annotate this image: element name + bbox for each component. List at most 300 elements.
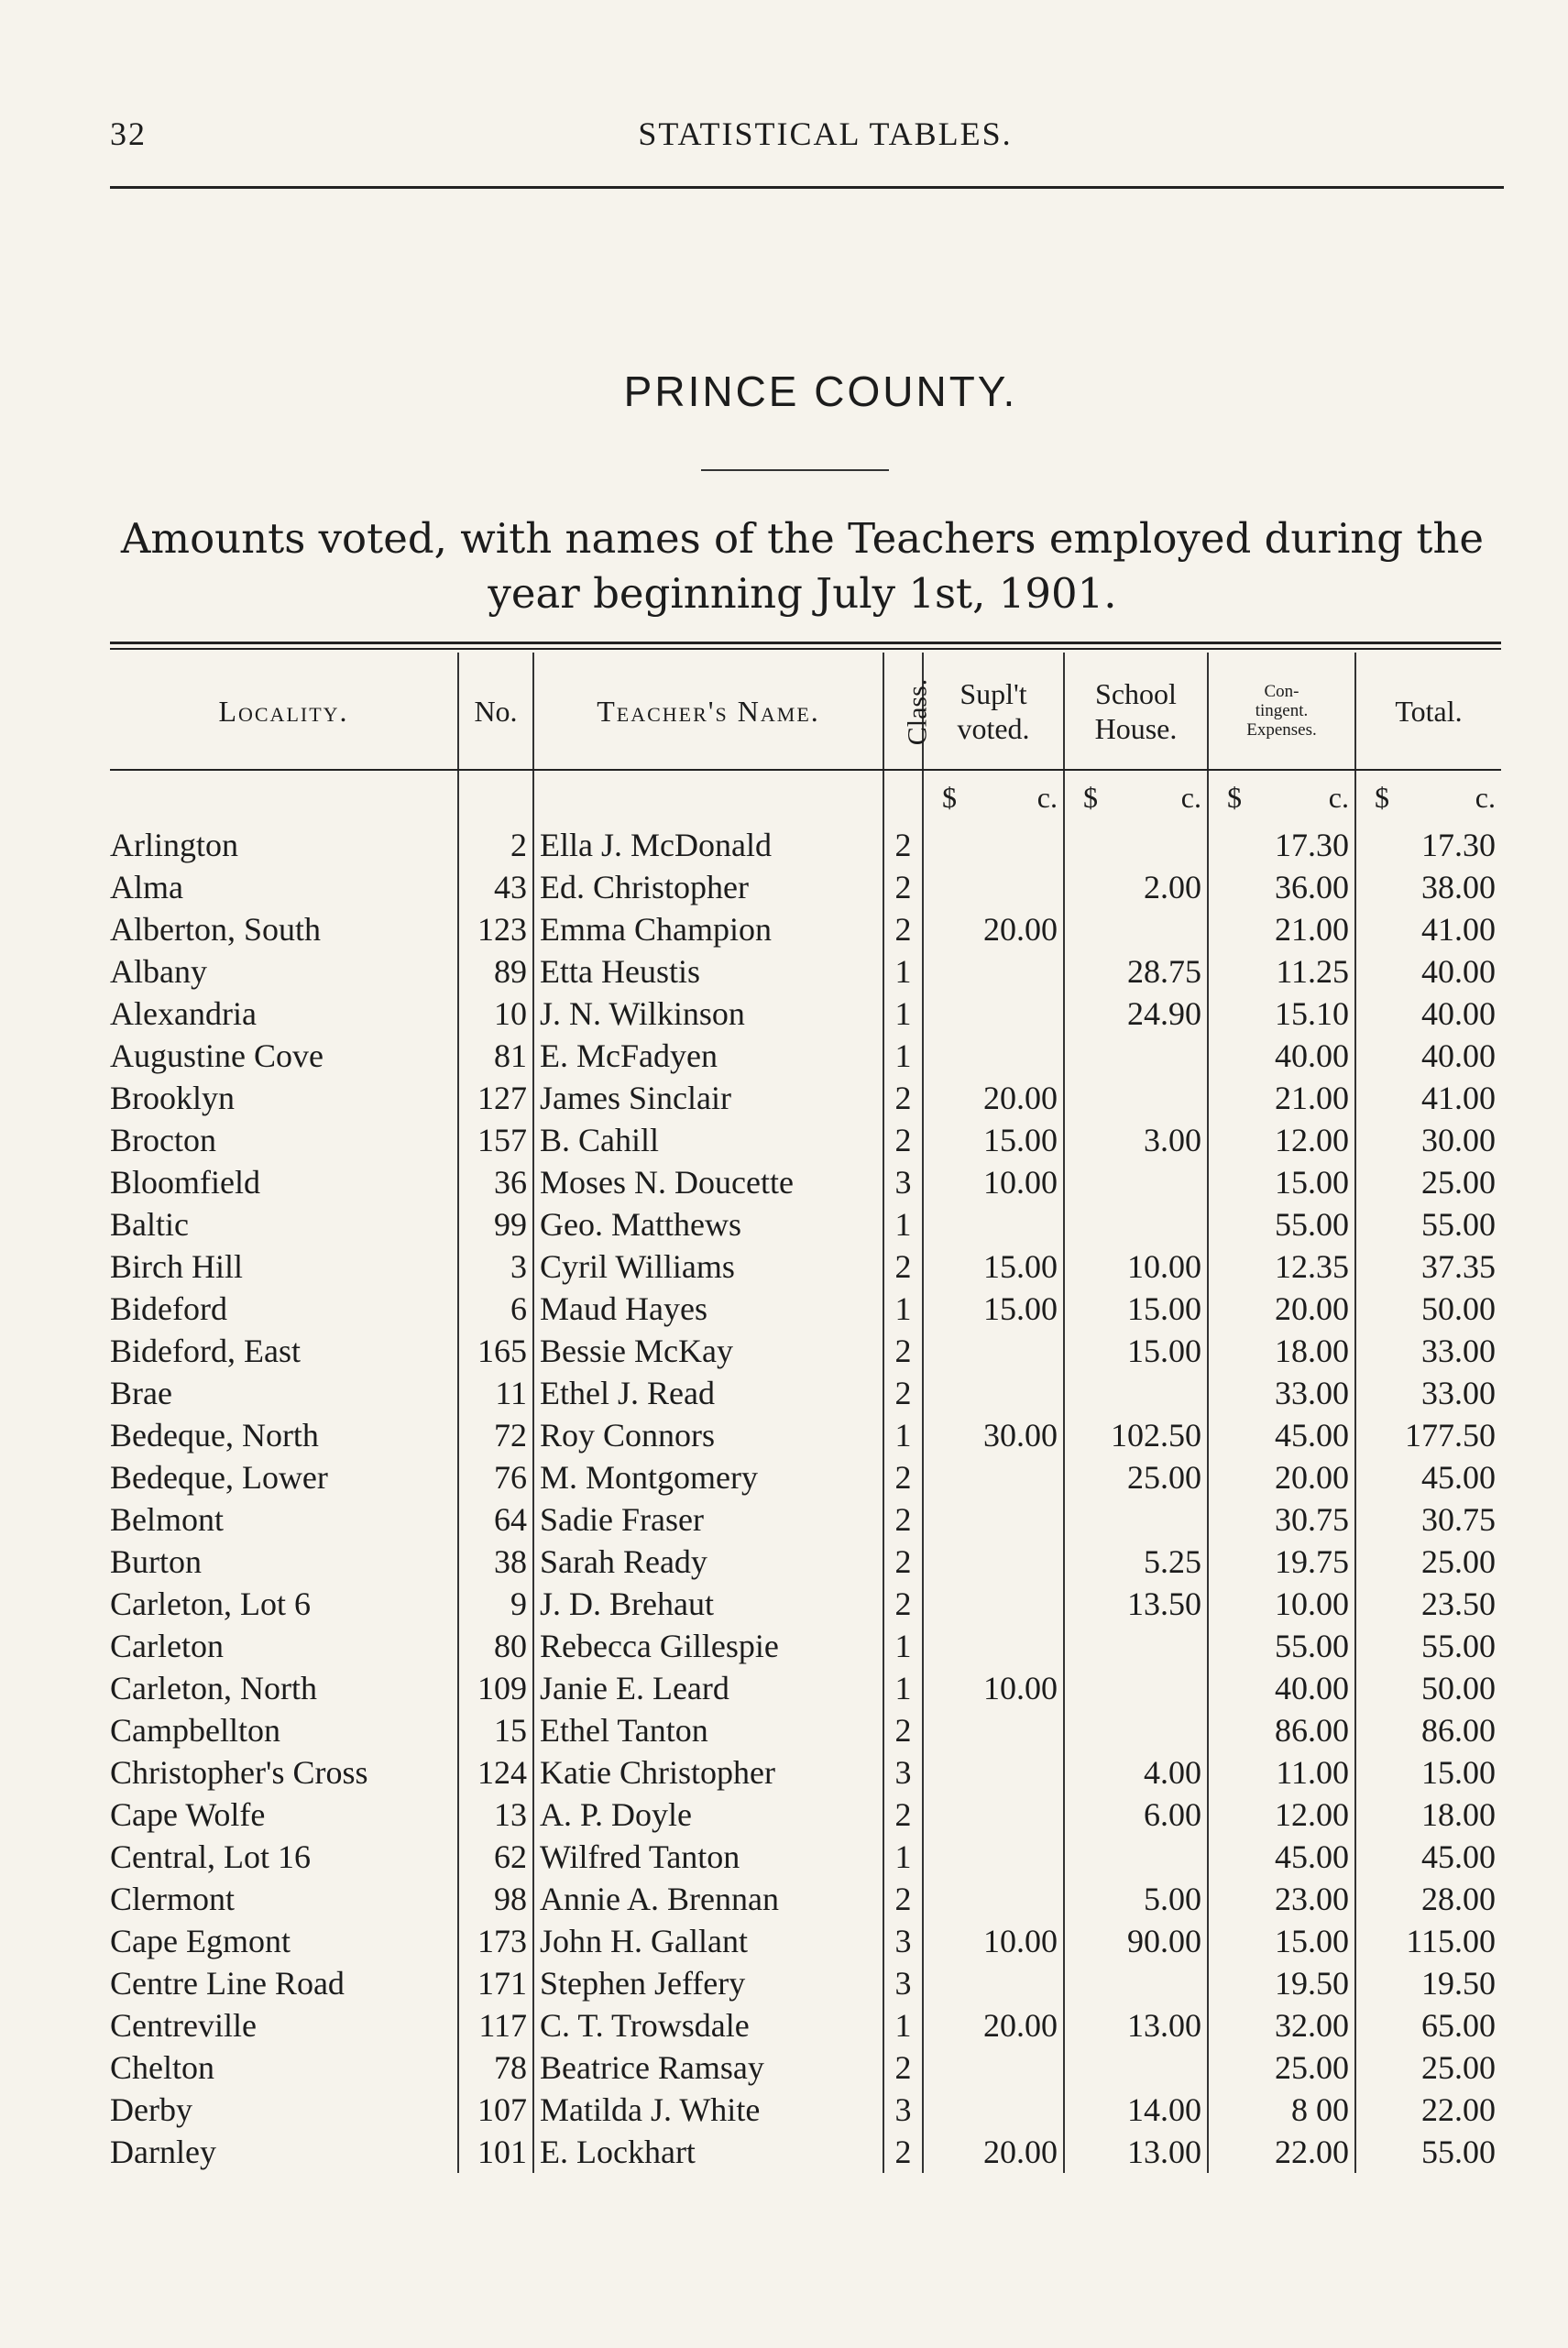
cell-locality: Brocton	[110, 1122, 216, 1158]
table-subtitle	[101, 511, 1504, 621]
header-contingent	[1208, 653, 1355, 770]
cell-number: 165	[458, 1330, 533, 1372]
units-row	[110, 770, 1501, 824]
cell-teacher-name: Ethel J. Read	[533, 1372, 883, 1414]
table-row	[110, 1794, 1501, 1836]
cell-school-house: 13.50	[1064, 1583, 1208, 1625]
cell-class: 2	[883, 1119, 923, 1161]
cell-number: 127	[458, 1077, 533, 1119]
cell-total: 50.00	[1355, 1667, 1501, 1709]
header-total: Total.	[1355, 653, 1501, 770]
cell-school-house: 10.00	[1064, 1245, 1208, 1288]
cell-number: 101	[458, 2131, 533, 2173]
cell-school-house: 28.75	[1064, 950, 1208, 993]
cell-school-house	[1064, 1498, 1208, 1541]
table-row	[110, 1288, 1501, 1330]
cell-supplement	[923, 1751, 1064, 1794]
cell-teacher-name: Beatrice Ramsay	[533, 2046, 883, 2089]
subtitle-line-2: year beginning July 1st, 1901.	[488, 569, 1117, 618]
cell-supplement	[923, 950, 1064, 993]
unit-dollar: $	[1227, 781, 1242, 814]
table-row	[110, 1372, 1501, 1414]
cell-teacher-name: Emma Champion	[533, 908, 883, 950]
cell-locality: Cape Egmont	[110, 1923, 291, 1959]
cell-number: 38	[458, 1541, 533, 1583]
table-row	[110, 1667, 1501, 1709]
cell-total: 30.75	[1355, 1498, 1501, 1541]
table-row	[110, 1541, 1501, 1583]
cell-total: 37.35	[1355, 1245, 1501, 1288]
table-row	[110, 1119, 1501, 1161]
cell-supplement	[923, 1836, 1064, 1878]
header-supplement	[923, 653, 1064, 770]
cell-school-house	[1064, 1161, 1208, 1203]
cell-class: 2	[883, 1541, 923, 1583]
cell-contingent: 45.00	[1208, 1414, 1355, 1456]
cell-supplement	[923, 866, 1064, 908]
cell-teacher-name: C. T. Trowsdale	[533, 2004, 883, 2046]
cell-school-house: 14.00	[1064, 2089, 1208, 2131]
cell-teacher-name: M. Montgomery	[533, 1456, 883, 1498]
cell-class: 1	[883, 1625, 923, 1667]
table-row	[110, 2046, 1501, 2089]
cell-class: 1	[883, 1667, 923, 1709]
cell-teacher-name: Ella J. McDonald	[533, 824, 883, 866]
cell-number: 9	[458, 1583, 533, 1625]
unit-supplement	[923, 770, 1064, 824]
cell-number: 11	[458, 1372, 533, 1414]
cell-total: 45.00	[1355, 1456, 1501, 1498]
table-row	[110, 2004, 1501, 2046]
cell-contingent: 55.00	[1208, 1203, 1355, 1245]
cell-school-house	[1064, 1372, 1208, 1414]
cell-total: 15.00	[1355, 1751, 1501, 1794]
cell-class: 2	[883, 1456, 923, 1498]
cell-number: 2	[458, 824, 533, 866]
cell-number: 78	[458, 2046, 533, 2089]
cell-supplement	[923, 1035, 1064, 1077]
cell-supplement: 20.00	[923, 2004, 1064, 2046]
cell-contingent: 21.00	[1208, 908, 1355, 950]
cell-number: 13	[458, 1794, 533, 1836]
cell-contingent: 25.00	[1208, 2046, 1355, 2089]
cell-teacher-name: Janie E. Leard	[533, 1667, 883, 1709]
cell-total: 33.00	[1355, 1330, 1501, 1372]
statistics-table	[110, 653, 1501, 2173]
cell-number: 64	[458, 1498, 533, 1541]
cell-total: 45.00	[1355, 1836, 1501, 1878]
cell-school-house: 5.00	[1064, 1878, 1208, 1920]
header-rule	[110, 186, 1504, 189]
cell-school-house: 15.00	[1064, 1330, 1208, 1372]
cell-locality: Derby	[110, 2091, 192, 2128]
cell-contingent: 10.00	[1208, 1583, 1355, 1625]
cell-teacher-name: Moses N. Doucette	[533, 1161, 883, 1203]
cell-total: 115.00	[1355, 1920, 1501, 1962]
cell-class: 1	[883, 2004, 923, 2046]
header-contingent-line2: tingent.	[1255, 701, 1309, 720]
header-contingent-line3: Expenses.	[1246, 720, 1317, 740]
header-school-line2: House.	[1094, 711, 1178, 745]
cell-teacher-name: John H. Gallant	[533, 1920, 883, 1962]
cell-teacher-name: Etta Heustis	[533, 950, 883, 993]
cell-total: 55.00	[1355, 1625, 1501, 1667]
header-no: No.	[458, 653, 533, 770]
cell-total: 40.00	[1355, 950, 1501, 993]
table-row	[110, 908, 1501, 950]
cell-supplement	[923, 1583, 1064, 1625]
cell-total: 33.00	[1355, 1372, 1501, 1414]
running-title: STATISTICAL TABLES.	[638, 115, 1013, 152]
cell-locality: Belmont	[110, 1501, 224, 1538]
table-row	[110, 1161, 1501, 1203]
cell-class: 1	[883, 950, 923, 993]
table-row	[110, 1836, 1501, 1878]
cell-supplement	[923, 1709, 1064, 1751]
cell-class: 2	[883, 1709, 923, 1751]
cell-class: 2	[883, 1330, 923, 1372]
table-row	[110, 1498, 1501, 1541]
cell-school-house	[1064, 2046, 1208, 2089]
cell-teacher-name: Ethel Tanton	[533, 1709, 883, 1751]
cell-contingent: 12.00	[1208, 1119, 1355, 1161]
cell-school-house	[1064, 824, 1208, 866]
cell-supplement	[923, 1203, 1064, 1245]
units-blank	[110, 770, 458, 824]
cell-teacher-name: A. P. Doyle	[533, 1794, 883, 1836]
cell-number: 62	[458, 1836, 533, 1878]
cell-contingent: 55.00	[1208, 1625, 1355, 1667]
header-supplement-line1: Supl't	[959, 676, 1027, 710]
cell-number: 117	[458, 2004, 533, 2046]
cell-total: 50.00	[1355, 1288, 1501, 1330]
unit-cents: c.	[1036, 781, 1058, 814]
cell-number: 123	[458, 908, 533, 950]
cell-locality: Alma	[110, 869, 183, 905]
unit-school-house	[1064, 770, 1208, 824]
unit-contingent	[1208, 770, 1355, 824]
header-class	[883, 653, 933, 770]
cell-teacher-name: J. N. Wilkinson	[533, 993, 883, 1035]
cell-class: 2	[883, 1583, 923, 1625]
table-row	[110, 1962, 1501, 2004]
cell-number: 124	[458, 1751, 533, 1794]
cell-contingent: 15.00	[1208, 1920, 1355, 1962]
cell-number: 157	[458, 1119, 533, 1161]
cell-locality: Carleton, Lot 6	[110, 1585, 311, 1622]
cell-supplement	[923, 1962, 1064, 2004]
table-row	[110, 1077, 1501, 1119]
cell-contingent: 11.25	[1208, 950, 1355, 993]
cell-total: 23.50	[1355, 1583, 1501, 1625]
unit-dollar: $	[942, 781, 957, 814]
cell-total: 25.00	[1355, 1161, 1501, 1203]
cell-supplement	[923, 1498, 1064, 1541]
cell-teacher-name: Maud Hayes	[533, 1288, 883, 1330]
table-row	[110, 1035, 1501, 1077]
cell-class: 1	[883, 1203, 923, 1245]
unit-dollar: $	[1083, 781, 1098, 814]
cell-class: 2	[883, 1498, 923, 1541]
cell-total: 41.00	[1355, 908, 1501, 950]
cell-locality: Birch Hill	[110, 1248, 243, 1285]
cell-locality: Bideford	[110, 1290, 227, 1327]
statistics-table-wrap	[110, 642, 1501, 2173]
cell-contingent: 15.00	[1208, 1161, 1355, 1203]
cell-teacher-name: J. D. Brehaut	[533, 1583, 883, 1625]
cell-class: 2	[883, 1878, 923, 1920]
cell-class: 1	[883, 1836, 923, 1878]
table-row	[110, 824, 1501, 866]
cell-teacher-name: Roy Connors	[533, 1414, 883, 1456]
cell-contingent: 30.75	[1208, 1498, 1355, 1541]
cell-class: 1	[883, 993, 923, 1035]
cell-supplement	[923, 1625, 1064, 1667]
table-row	[110, 1751, 1501, 1794]
cell-school-house	[1064, 908, 1208, 950]
cell-supplement	[923, 993, 1064, 1035]
cell-locality: Carleton	[110, 1628, 224, 1664]
cell-class: 3	[883, 1962, 923, 2004]
cell-number: 36	[458, 1161, 533, 1203]
table-row	[110, 1920, 1501, 1962]
header-school-house	[1064, 653, 1208, 770]
cell-supplement	[923, 1794, 1064, 1836]
cell-number: 72	[458, 1414, 533, 1456]
cell-total: 19.50	[1355, 1962, 1501, 2004]
cell-number: 89	[458, 950, 533, 993]
cell-school-house	[1064, 1203, 1208, 1245]
cell-number: 3	[458, 1245, 533, 1288]
cell-locality: Bedeque, North	[110, 1417, 319, 1454]
cell-school-house: 4.00	[1064, 1751, 1208, 1794]
cell-supplement	[923, 1541, 1064, 1583]
cell-locality: Carleton, North	[110, 1670, 317, 1706]
cell-supplement: 15.00	[923, 1119, 1064, 1161]
unit-cents: c.	[1180, 781, 1201, 814]
cell-total: 17.30	[1355, 824, 1501, 866]
cell-teacher-name: Rebecca Gillespie	[533, 1625, 883, 1667]
cell-locality: Chelton	[110, 2049, 214, 2086]
cell-contingent: 23.00	[1208, 1878, 1355, 1920]
cell-total: 65.00	[1355, 2004, 1501, 2046]
cell-class: 2	[883, 866, 923, 908]
cell-class: 3	[883, 1751, 923, 1794]
header-class-label: Class.	[902, 678, 933, 745]
cell-class: 2	[883, 1077, 923, 1119]
unit-cents: c.	[1328, 781, 1349, 814]
cell-contingent: 40.00	[1208, 1667, 1355, 1709]
cell-contingent: 15.10	[1208, 993, 1355, 1035]
cell-teacher-name: B. Cahill	[533, 1119, 883, 1161]
cell-school-house: 3.00	[1064, 1119, 1208, 1161]
units-blank	[883, 770, 923, 824]
cell-class: 2	[883, 824, 923, 866]
cell-contingent: 8 00	[1208, 2089, 1355, 2131]
cell-teacher-name: Cyril Williams	[533, 1245, 883, 1288]
cell-number: 99	[458, 1203, 533, 1245]
table-row	[110, 1456, 1501, 1498]
cell-total: 28.00	[1355, 1878, 1501, 1920]
cell-supplement	[923, 1372, 1064, 1414]
table-row	[110, 1245, 1501, 1288]
cell-locality: Bedeque, Lower	[110, 1459, 328, 1496]
cell-class: 3	[883, 1920, 923, 1962]
cell-supplement: 10.00	[923, 1667, 1064, 1709]
cell-supplement	[923, 1878, 1064, 1920]
table-row	[110, 993, 1501, 1035]
cell-school-house: 102.50	[1064, 1414, 1208, 1456]
header-teacher-name: Teacher's Name.	[533, 653, 883, 770]
cell-school-house	[1064, 1035, 1208, 1077]
cell-class: 2	[883, 2131, 923, 2173]
cell-supplement: 30.00	[923, 1414, 1064, 1456]
cell-class: 2	[883, 1794, 923, 1836]
cell-supplement	[923, 1456, 1064, 1498]
cell-locality: Darnley	[110, 2134, 216, 2170]
cell-locality: Burton	[110, 1543, 203, 1580]
cell-total: 55.00	[1355, 1203, 1501, 1245]
cell-contingent: 22.00	[1208, 2131, 1355, 2173]
table-row	[110, 1709, 1501, 1751]
cell-contingent: 12.35	[1208, 1245, 1355, 1288]
title-rule	[701, 469, 889, 471]
cell-number: 15	[458, 1709, 533, 1751]
cell-number: 6	[458, 1288, 533, 1330]
cell-supplement: 10.00	[923, 1920, 1064, 1962]
table-row	[110, 1414, 1501, 1456]
cell-contingent: 32.00	[1208, 2004, 1355, 2046]
cell-total: 18.00	[1355, 1794, 1501, 1836]
cell-school-house: 6.00	[1064, 1794, 1208, 1836]
cell-school-house: 24.90	[1064, 993, 1208, 1035]
table-row	[110, 950, 1501, 993]
cell-supplement: 20.00	[923, 2131, 1064, 2173]
table-row	[110, 1330, 1501, 1372]
table-row	[110, 1583, 1501, 1625]
cell-class: 3	[883, 2089, 923, 2131]
cell-teacher-name: Sarah Ready	[533, 1541, 883, 1583]
table-row	[110, 2131, 1501, 2173]
cell-contingent: 20.00	[1208, 1288, 1355, 1330]
cell-locality: Clermont	[110, 1881, 235, 1917]
cell-number: 173	[458, 1920, 533, 1962]
cell-class: 2	[883, 1372, 923, 1414]
cell-school-house	[1064, 1836, 1208, 1878]
cell-number: 107	[458, 2089, 533, 2131]
cell-total: 86.00	[1355, 1709, 1501, 1751]
cell-teacher-name: Wilfred Tanton	[533, 1836, 883, 1878]
cell-total: 40.00	[1355, 1035, 1501, 1077]
table-row	[110, 2089, 1501, 2131]
cell-number: 10	[458, 993, 533, 1035]
cell-contingent: 40.00	[1208, 1035, 1355, 1077]
cell-locality: Arlington	[110, 827, 238, 863]
cell-locality: Brooklyn	[110, 1080, 236, 1116]
cell-total: 177.50	[1355, 1414, 1501, 1456]
cell-class: 1	[883, 1288, 923, 1330]
cell-school-house: 13.00	[1064, 2131, 1208, 2173]
table-row	[110, 1203, 1501, 1245]
cell-contingent: 36.00	[1208, 866, 1355, 908]
cell-locality: Campbellton	[110, 1712, 280, 1749]
cell-supplement: 20.00	[923, 1077, 1064, 1119]
cell-locality: Centreville	[110, 2007, 257, 2044]
units-blank	[533, 770, 883, 824]
cell-teacher-name: Stephen Jeffery	[533, 1962, 883, 2004]
cell-school-house: 5.25	[1064, 1541, 1208, 1583]
cell-school-house: 13.00	[1064, 2004, 1208, 2046]
subtitle-line-1: Amounts voted, with names of the Teachers employed during the	[120, 514, 1485, 563]
cell-teacher-name: James Sinclair	[533, 1077, 883, 1119]
cell-locality: Bideford, East	[110, 1333, 301, 1369]
cell-contingent: 12.00	[1208, 1794, 1355, 1836]
cell-total: 25.00	[1355, 1541, 1501, 1583]
cell-teacher-name: Annie A. Brennan	[533, 1878, 883, 1920]
cell-contingent: 33.00	[1208, 1372, 1355, 1414]
cell-supplement	[923, 2089, 1064, 2131]
header-supplement-line2: voted.	[957, 711, 1030, 745]
cell-teacher-name: Geo. Matthews	[533, 1203, 883, 1245]
unit-cents: c.	[1475, 781, 1496, 814]
cell-class: 1	[883, 1414, 923, 1456]
cell-total: 22.00	[1355, 2089, 1501, 2131]
cell-class: 2	[883, 908, 923, 950]
cell-total: 40.00	[1355, 993, 1501, 1035]
table-body	[110, 770, 1501, 2173]
table-top-rule	[110, 642, 1501, 650]
cell-number: 43	[458, 866, 533, 908]
cell-supplement: 15.00	[923, 1288, 1064, 1330]
cell-school-house	[1064, 1962, 1208, 2004]
cell-supplement: 15.00	[923, 1245, 1064, 1288]
cell-class: 2	[883, 2046, 923, 2089]
units-blank	[458, 770, 533, 824]
unit-dollar: $	[1375, 781, 1389, 814]
cell-contingent: 11.00	[1208, 1751, 1355, 1794]
cell-locality: Centre Line Road	[110, 1965, 345, 2002]
cell-locality: Bloomfield	[110, 1164, 260, 1201]
cell-number: 171	[458, 1962, 533, 2004]
table-row	[110, 1625, 1501, 1667]
cell-school-house	[1064, 1077, 1208, 1119]
cell-contingent: 86.00	[1208, 1709, 1355, 1751]
header-locality: Locality.	[110, 653, 458, 770]
cell-school-house	[1064, 1625, 1208, 1667]
cell-teacher-name: Matilda J. White	[533, 2089, 883, 2131]
cell-total: 30.00	[1355, 1119, 1501, 1161]
cell-total: 25.00	[1355, 2046, 1501, 2089]
cell-teacher-name: E. Lockhart	[533, 2131, 883, 2173]
cell-school-house: 2.00	[1064, 866, 1208, 908]
cell-contingent: 19.75	[1208, 1541, 1355, 1583]
cell-supplement	[923, 2046, 1064, 2089]
cell-locality: Alberton, South	[110, 911, 321, 948]
cell-contingent: 17.30	[1208, 824, 1355, 866]
cell-locality: Baltic	[110, 1206, 189, 1243]
cell-class: 1	[883, 1035, 923, 1077]
cell-teacher-name: E. McFadyen	[533, 1035, 883, 1077]
cell-contingent: 20.00	[1208, 1456, 1355, 1498]
cell-number: 81	[458, 1035, 533, 1077]
table-header-row	[110, 653, 1501, 770]
cell-total: 55.00	[1355, 2131, 1501, 2173]
header-school-line1: School	[1095, 676, 1177, 710]
cell-locality: Albany	[110, 953, 207, 990]
cell-class: 3	[883, 1161, 923, 1203]
cell-number: 76	[458, 1456, 533, 1498]
cell-supplement	[923, 824, 1064, 866]
